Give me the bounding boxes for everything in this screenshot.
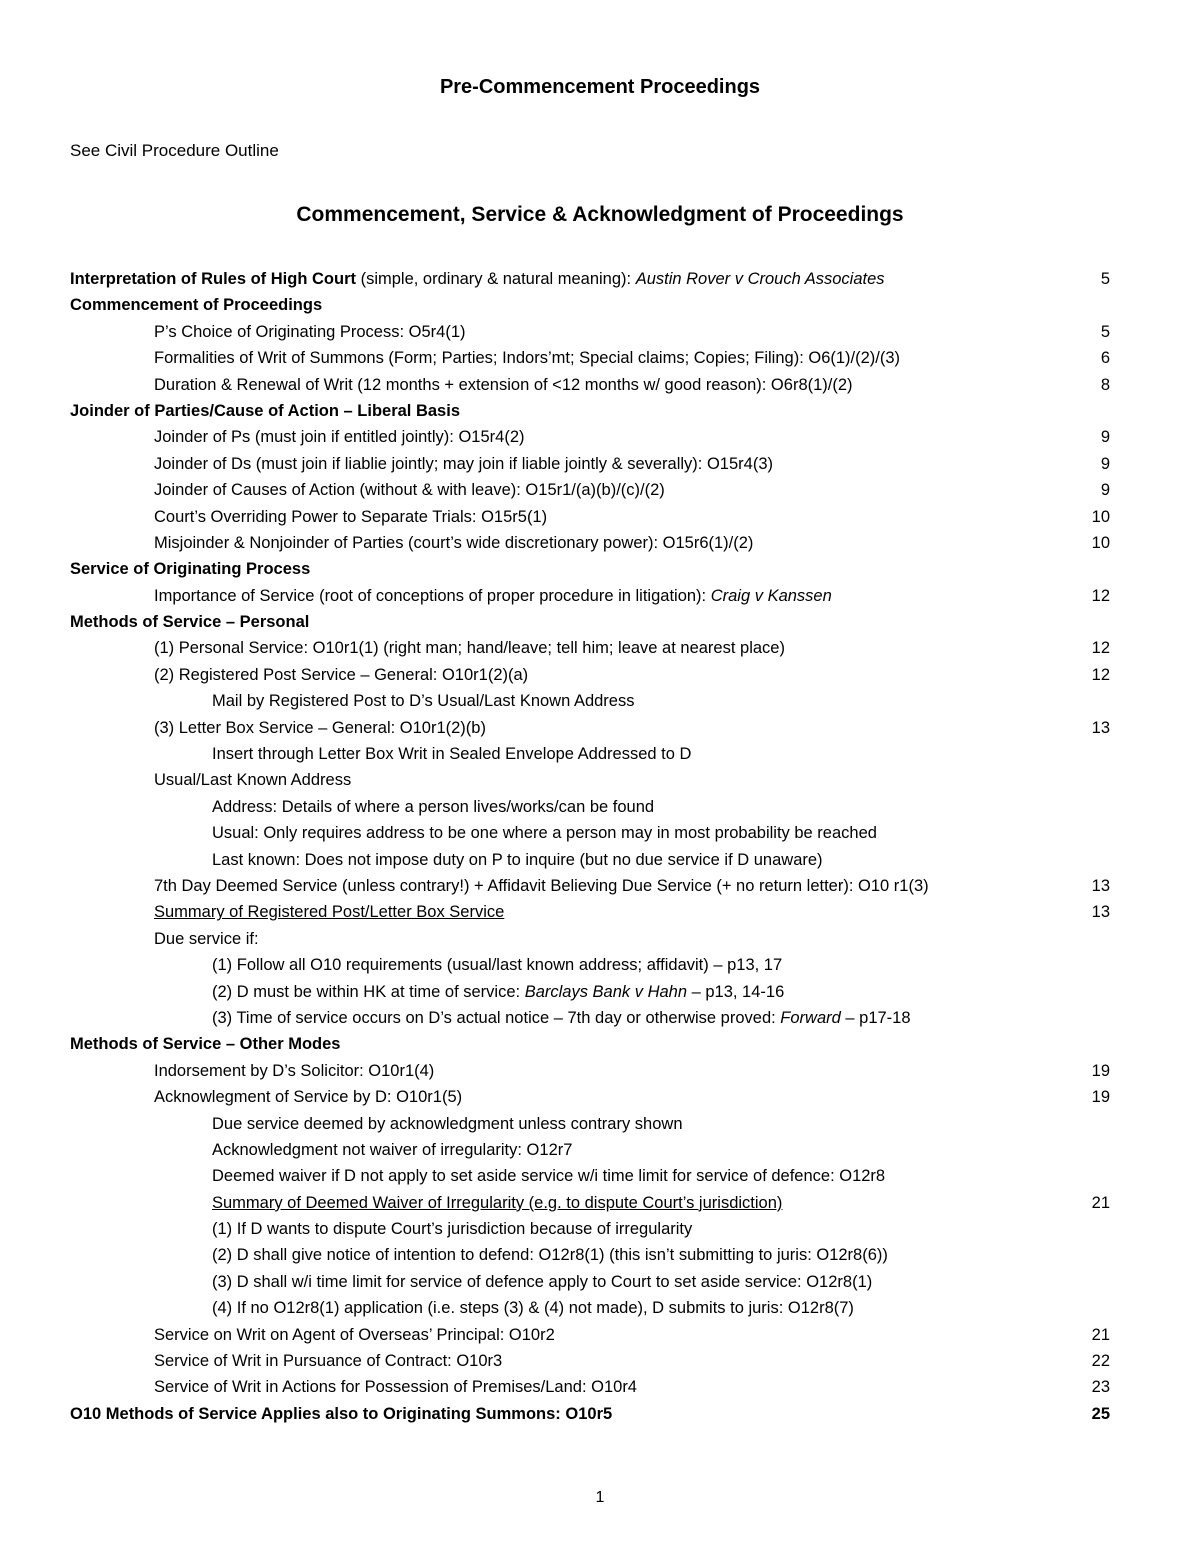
page-heading: Pre-Commencement Proceedings — [439, 76, 761, 98]
toc-page-number: 12 — [1091, 639, 1110, 658]
toc-text-segment: Mail by Registered Post to D’s Usual/Last Known Address — [212, 692, 635, 711]
toc-entry — [70, 451, 1110, 477]
toc-entry — [70, 609, 1110, 635]
toc-page-number: 5 — [1100, 322, 1110, 341]
toc-entry — [70, 1322, 1110, 1348]
toc-entry — [70, 741, 1110, 767]
toc-text-segment: P’s Choice of Originating Process: O5r4(1) — [154, 322, 466, 341]
toc-entry-text — [70, 1031, 340, 1057]
footer-page-number: 1 — [595, 1489, 605, 1506]
toc-text-segment: – p13, 14-16 — [687, 982, 785, 1001]
toc-entry-text — [70, 398, 460, 424]
toc-entry — [70, 767, 1110, 793]
toc-text-segment: (3) D shall w/i time limit for service of defence apply to Court to set aside service: O12r8(1) — [212, 1272, 873, 1291]
toc-text-segment: Usual: Only requires address to be one where a person may in most probability be reached — [212, 824, 877, 843]
toc-entry-text — [154, 372, 853, 398]
toc-entry-text — [154, 319, 466, 345]
toc-text-segment: 7th Day Deemed Service (unless contrary!) + Affidavit Believing Due Service (+ no return letter): O10 r1(3) — [154, 876, 929, 895]
toc-entry-text — [154, 635, 785, 661]
toc-text-segment: Summary of Registered Post/Letter Box Service — [154, 903, 505, 922]
toc-entry — [70, 1190, 1110, 1216]
toc-entry — [70, 715, 1110, 741]
toc-text-segment: Due service deemed by acknowledgment unless contrary shown — [212, 1114, 683, 1133]
toc-page-number: 9 — [1100, 454, 1110, 473]
toc-entry — [70, 398, 1110, 424]
toc-page-number: 25 — [1091, 1404, 1110, 1423]
toc-page-number: 21 — [1091, 1193, 1110, 1212]
toc-text-segment: (4) If no O12r8(1) application (i.e. steps (3) & (4) not made), D submits to juris: O12r8(7) — [212, 1299, 854, 1318]
toc-text-segment: Service of Originating Process — [70, 560, 311, 579]
toc-page-number: 13 — [1091, 718, 1110, 737]
toc-entry — [70, 1084, 1110, 1110]
toc-entry-text — [154, 477, 665, 503]
toc-entry — [70, 556, 1110, 582]
toc-entry-text — [70, 292, 322, 318]
toc-entry — [70, 1031, 1110, 1057]
toc-text-segment: Misjoinder & Nonjoinder of Parties (court’s wide discretionary power): O15r6(1)/(2) — [154, 533, 754, 552]
toc-entry — [70, 1401, 1110, 1427]
toc-text-segment: Acknowledgment not waiver of irregularity: O12r7 — [212, 1140, 573, 1159]
toc-text-segment: (2) D must be within HK at time of service: — [212, 982, 525, 1001]
toc-entry-text — [212, 1216, 692, 1242]
toc-entry — [70, 635, 1110, 661]
toc-text-segment: Craig v Kanssen — [710, 586, 832, 605]
toc-entry — [70, 424, 1110, 450]
toc-entry — [70, 847, 1110, 873]
toc-entry-text — [212, 794, 654, 820]
toc-text-segment: Usual/Last Known Address — [154, 771, 352, 790]
toc-entry-text — [212, 1269, 872, 1295]
toc-entry — [70, 1295, 1110, 1321]
toc-entry-text — [154, 662, 528, 688]
toc-entry — [70, 926, 1110, 952]
toc-entry-text — [154, 345, 900, 371]
toc-entry — [70, 979, 1110, 1005]
toc-text-segment: Due service if: — [154, 929, 259, 948]
toc-page-number: 23 — [1091, 1378, 1110, 1397]
toc-entry-text — [154, 1374, 637, 1400]
toc-page-number: 19 — [1091, 1061, 1110, 1080]
toc-text-segment: (2) Registered Post Service – General: O10r1(2)(a) — [154, 665, 529, 684]
toc-entry-text — [212, 1137, 572, 1163]
toc-text-segment: Service of Writ in Pursuance of Contract: O10r3 — [154, 1352, 503, 1371]
toc-page-number: 12 — [1091, 665, 1110, 684]
toc-entry-text — [212, 820, 877, 846]
toc-entry-text — [212, 741, 691, 767]
toc-text-segment: Methods of Service – Personal — [70, 613, 310, 632]
toc-entry — [70, 266, 1110, 292]
toc-text-segment: Formalities of Writ of Summons (Form; Parties; Indors’mt; Special claims; Copies; Filing): O6(1)/(2)/(3) — [154, 349, 901, 368]
toc-entry — [70, 504, 1110, 530]
toc-text-segment: (3) Letter Box Service – General: O10r1(2)(b) — [154, 718, 486, 737]
toc-entry — [70, 899, 1110, 925]
toc-page-number: 21 — [1091, 1325, 1110, 1344]
toc-entry-text — [154, 424, 525, 450]
toc-text-segment: Commencement of Proceedings — [70, 296, 323, 315]
toc-text-segment: Service of Writ in Actions for Possession of Premises/Land: O10r4 — [154, 1378, 637, 1397]
toc-text-segment: Austin Rover v Crouch Associates — [635, 270, 885, 288]
toc-entry-text — [154, 583, 832, 609]
toc-entry — [70, 372, 1110, 398]
toc-entry-text — [212, 1295, 854, 1321]
toc-entry — [70, 1269, 1110, 1295]
toc-text-segment: (1) Personal Service: O10r1(1) (right man; hand/leave; tell him; leave at nearest place) — [154, 639, 785, 658]
toc-entry-text — [70, 266, 885, 292]
section-title: Commencement, Service & Acknowledgment of Proceedings — [296, 203, 904, 226]
toc-entry — [70, 662, 1110, 688]
toc-text-segment: Summary of Deemed Waiver of Irregularity (e.g. to dispute Court’s jurisdiction) — [212, 1193, 783, 1212]
toc-text-segment: (2) D shall give notice of intention to defend: O12r8(1) (this isn’t submitting to juris: O12r8(6)) — [212, 1246, 888, 1265]
toc-text-segment: Importance of Service (root of conceptions of proper procedure in litigation): — [154, 586, 711, 605]
toc-page-number: 6 — [1100, 349, 1110, 368]
toc-entry — [70, 1058, 1110, 1084]
toc-entry-text — [154, 767, 351, 793]
toc-text-segment: Interpretation of Rules of High Court — [70, 270, 356, 288]
toc-text-segment: Joinder of Causes of Action (without & with leave): O15r1/(a)(b)/(c)/(2) — [154, 481, 665, 500]
toc-entry-text — [154, 504, 547, 530]
toc-entry-text — [154, 530, 753, 556]
toc-page-number: 13 — [1091, 876, 1110, 895]
toc-entry — [70, 292, 1110, 318]
toc-entry — [70, 1216, 1110, 1242]
toc-entry — [70, 530, 1110, 556]
toc-text-segment: Methods of Service – Other Modes — [70, 1035, 341, 1054]
toc-text-segment: Joinder of Ps (must join if entitled jointly): O15r4(2) — [154, 428, 525, 447]
toc-page-number: 19 — [1091, 1088, 1110, 1107]
toc-text-segment: Deemed waiver if D not apply to set aside service w/i time limit for service of defence: O12r8 — [212, 1167, 886, 1186]
toc-text-segment: Joinder of Parties/Cause of Action – Liberal Basis — [70, 401, 460, 420]
toc-entry-text — [212, 952, 782, 978]
toc-text-segment: – p17-18 — [840, 1008, 911, 1027]
toc-entry — [70, 952, 1110, 978]
toc-text-segment: Joinder of Ds (must join if liablie jointly; may join if liable jointly & severally): O15r4(3) — [154, 454, 773, 473]
toc-entry — [70, 319, 1110, 345]
toc-entry — [70, 1111, 1110, 1137]
toc-text-segment: Forward — [780, 1008, 841, 1027]
toc-entry-text — [154, 715, 486, 741]
toc-entry — [70, 1163, 1110, 1189]
toc-entry — [70, 1348, 1110, 1374]
table-of-contents — [70, 266, 1110, 1427]
toc-page-number: 22 — [1091, 1352, 1110, 1371]
toc-page-number: 5 — [1100, 270, 1110, 288]
toc-page-number: 9 — [1100, 428, 1110, 447]
toc-text-segment: Address: Details of where a person lives/works/can be found — [212, 797, 655, 816]
toc-text-segment: (simple, ordinary & natural meaning): — [356, 270, 636, 288]
toc-text-segment: Barclays Bank v Hahn — [524, 982, 688, 1001]
toc-entry-text — [70, 1401, 612, 1427]
toc-text-segment: Insert through Letter Box Writ in Sealed Envelope Addressed to D — [212, 745, 692, 764]
toc-text-segment: O10 Methods of Service Applies also to Originating Summons: O10r5 — [70, 1404, 613, 1423]
toc-text-segment: Service on Writ on Agent of Overseas’ Principal: O10r2 — [154, 1325, 555, 1344]
toc-entry-text — [154, 1348, 502, 1374]
toc-text-segment: (1) Follow all O10 requirements (usual/last known address; affidavit) – p13, 17 — [212, 956, 783, 975]
toc-page-number: 9 — [1100, 481, 1110, 500]
toc-text-segment: Indorsement by D’s Solicitor: O10r1(4) — [154, 1061, 435, 1080]
toc-entry-text — [212, 979, 784, 1005]
toc-page-number: 8 — [1100, 375, 1110, 394]
toc-page-number: 12 — [1091, 586, 1110, 605]
toc-text-segment: Duration & Renewal of Writ (12 months + extension of <12 months w/ good reason): O6r8(1)/(2) — [154, 375, 853, 394]
toc-entry — [70, 345, 1110, 371]
toc-entry — [70, 1242, 1110, 1268]
toc-entry — [70, 820, 1110, 846]
toc-entry-text — [212, 688, 634, 714]
toc-text-segment: Acknowlegment of Service by D: O10r1(5) — [154, 1088, 463, 1107]
toc-page-number: 10 — [1091, 533, 1110, 552]
toc-entry — [70, 794, 1110, 820]
toc-entry-text — [212, 1005, 911, 1031]
toc-entry-text — [212, 1111, 683, 1137]
toc-entry-text — [154, 1322, 555, 1348]
toc-entry-text — [154, 1084, 462, 1110]
toc-entry — [70, 1137, 1110, 1163]
toc-entry-text — [212, 847, 823, 873]
toc-entry — [70, 873, 1110, 899]
toc-entry — [70, 477, 1110, 503]
toc-entry-text — [212, 1190, 782, 1216]
toc-page-number: 13 — [1091, 903, 1110, 922]
toc-text-segment: Last known: Does not impose duty on P to inquire (but no due service if D unaware) — [212, 850, 823, 869]
toc-text-segment: (1) If D wants to dispute Court’s jurisdiction because of irregularity — [212, 1220, 693, 1239]
toc-entry-text — [154, 873, 929, 899]
toc-entry-text — [70, 609, 309, 635]
toc-entry-text — [212, 1242, 888, 1268]
toc-entry — [70, 583, 1110, 609]
toc-entry-text — [154, 1058, 434, 1084]
toc-text-segment: (3) Time of service occurs on D’s actual notice – 7th day or otherwise proved: — [212, 1008, 781, 1027]
toc-entry-text — [154, 451, 773, 477]
toc-entry — [70, 688, 1110, 714]
toc-entry-text — [154, 899, 504, 925]
toc-page-number: 10 — [1091, 507, 1110, 526]
toc-entry — [70, 1374, 1110, 1400]
intro-line: See Civil Procedure Outline — [70, 141, 279, 160]
toc-entry-text — [70, 556, 310, 582]
toc-text-segment: Court’s Overriding Power to Separate Trials: O15r5(1) — [154, 507, 548, 526]
toc-entry — [70, 1005, 1110, 1031]
toc-entry-text — [212, 1163, 885, 1189]
toc-entry-text — [154, 926, 259, 952]
